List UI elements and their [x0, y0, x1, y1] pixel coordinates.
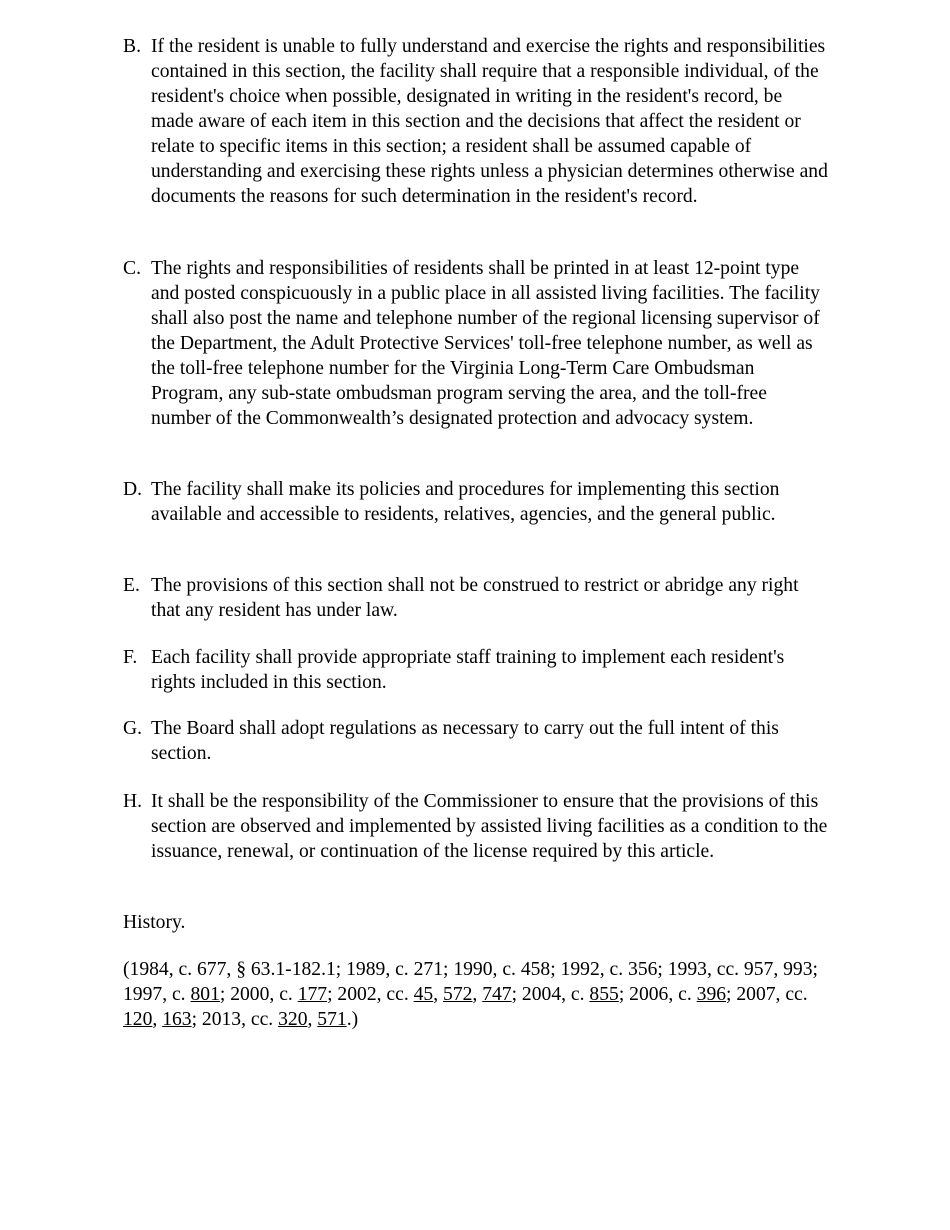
- citation-link-572[interactable]: 572: [443, 984, 473, 1005]
- section-item-b: [123, 34, 828, 209]
- citation-link-747[interactable]: 747: [482, 984, 512, 1005]
- citation-link-45[interactable]: 45: [413, 984, 434, 1005]
- citation-text: ; 2004, c.: [511, 984, 590, 1005]
- item-text: It shall be the responsibility of the Commissioner to ensure that the provisions of this section are observed and implemented by assisted living facilities as a condition to the issuance, renewal, or continuation of the license required by this article.: [151, 791, 828, 862]
- item-text: The Board shall adopt regulations as necessary to carry out the full intent of this section.: [151, 718, 779, 764]
- citation-link-177[interactable]: 177: [297, 984, 328, 1005]
- item-label: G.: [123, 718, 143, 739]
- citation-link-163[interactable]: 163: [162, 1009, 192, 1030]
- item-label: H.: [123, 791, 143, 812]
- item-text: Each facility shall provide appropriate staff training to implement each resident's rights included in this section.: [151, 647, 785, 693]
- item-label: B.: [123, 36, 141, 57]
- citation-text: ; 2000, c.: [219, 984, 298, 1005]
- citation-link-571[interactable]: 571: [317, 1009, 347, 1030]
- section-item-h: [123, 789, 828, 864]
- citation-link-320[interactable]: 320: [278, 1009, 308, 1030]
- item-text: If the resident is unable to fully understand and exercise the rights and responsibilities contained in this section, the facility shall require that a responsible individual, of the resident's choice when possible, designated in writing in the resident's record, be made aware of each item in this section and the decisions that affect the resident or relate to specific items in this section; a resident shall be assumed capable of understanding and exercising these rights unless a physician determines otherwise and documents the reasons for such determination in the resident's record.: [151, 36, 828, 207]
- history-citations: [123, 957, 828, 1032]
- section-item-c: [123, 256, 828, 431]
- citation-text: ; 2013, cc.: [191, 1009, 279, 1030]
- citation-text: .): [346, 1009, 359, 1030]
- citation-link-396[interactable]: 396: [696, 984, 727, 1005]
- citation-text: ,: [307, 1009, 318, 1030]
- item-label: E.: [123, 575, 140, 596]
- item-label: F.: [123, 647, 138, 668]
- citation-text: ,: [152, 1009, 163, 1030]
- section-item-d: [123, 477, 828, 527]
- citation-text: ; 2006, c.: [618, 984, 697, 1005]
- citation-text: (1984, c. 677, § 63.1-182.1; 1989, c. 271; 1990, c. 458; 1992, c. 356; 1993, cc. 957, 993; 1997, c.: [123, 959, 818, 1005]
- citation-text: ; 2007, cc.: [726, 984, 808, 1005]
- section-item-g: [123, 716, 828, 766]
- section-item-e: [123, 573, 828, 623]
- item-text: The provisions of this section shall not be construed to restrict or abridge any right that any resident has under law.: [151, 575, 799, 621]
- citation-link-855[interactable]: 855: [589, 984, 619, 1005]
- citation-link-801[interactable]: 801: [190, 984, 220, 1005]
- citation-link-120[interactable]: 120: [123, 1009, 153, 1030]
- item-label: C.: [123, 258, 141, 279]
- citation-text: ,: [433, 984, 444, 1005]
- citation-text: ,: [472, 984, 483, 1005]
- history-heading: History.: [123, 912, 186, 933]
- citation-text: ; 2002, cc.: [327, 984, 414, 1005]
- item-text: The facility shall make its policies and procedures for implementing this section available and accessible to residents, relatives, agencies, and the general public.: [151, 479, 780, 525]
- section-item-f: [123, 645, 828, 695]
- item-text: The rights and responsibilities of residents shall be printed in at least 12-point type and posted conspicuously in a public place in all assisted living facilities. The facility shall also post the name and telephone number of the regional licensing supervisor of the Department, the Adult Protective Services' toll-free telephone number, as well as the toll-free telephone number for the Virginia Long-Term Care Ombudsman Program, any sub-state ombudsman program serving the area, and the toll-free number of the Commonwealth’s designated protection and advocacy system.: [151, 258, 820, 429]
- item-label: D.: [123, 479, 143, 500]
